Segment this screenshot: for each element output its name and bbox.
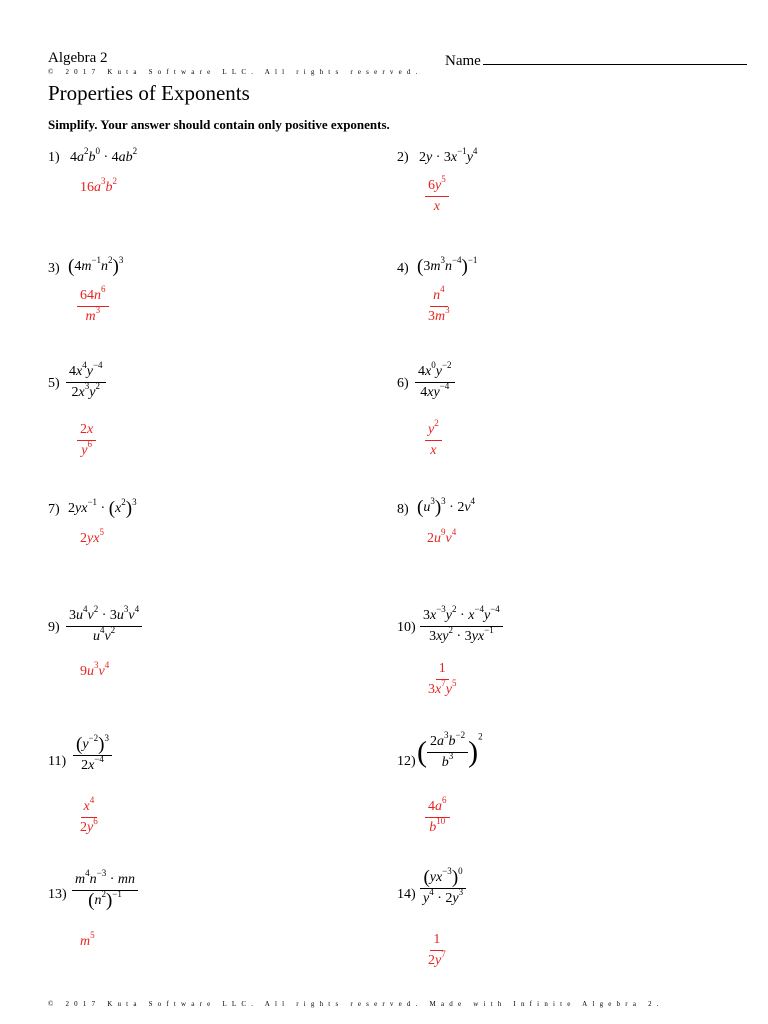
problem-expression: $\frac{3u^4v^2 \cdot 3u^3v^4}{u^4v^2}$ (66, 608, 142, 645)
problem-expression: $(4m^{-1}n^2)^3$ (68, 255, 124, 277)
problem-label: 14) (397, 887, 416, 902)
problem-label: 6) (397, 376, 409, 391)
problem-label: 10) (397, 620, 416, 635)
worksheet-title: Properties of Exponents (48, 81, 250, 105)
problem-expression: ( $\frac{2a^3b^{-2}}{b^3}$ )$^2$ (417, 730, 483, 770)
problem-label: 12) (397, 754, 416, 769)
answer: $16a^3b^2$ (80, 176, 117, 195)
problem-label: 11) (48, 754, 67, 769)
answer: $\frac{n^4}{3m^3}$ (428, 284, 450, 324)
answer: $\frac{64n^6}{m^3}$ (77, 288, 109, 325)
answer: $2yx^5$ (80, 527, 104, 546)
problem-expression: $4a^2b^0 \cdot 4ab^2$ (70, 146, 138, 165)
answer: $\frac{1}{3x^7y^5}$ (428, 661, 457, 697)
problem-label: 3) (48, 261, 60, 276)
name-field[interactable] (445, 50, 747, 70)
answer: $\frac{6y^5}{x}$ (425, 178, 449, 215)
course-label: Algebra 2 (48, 50, 108, 66)
name-line[interactable] (483, 50, 747, 65)
problem-label: 13) (48, 887, 67, 902)
problem-expression: $\frac{m^4n^{-3} \cdot mn}{(n^2)^{-1}}$ (72, 872, 138, 909)
name-label: Name (445, 53, 481, 69)
answer: $\frac{y^2}{x}$ (425, 422, 442, 459)
problem-expression: $(u^3)^3 \cdot 2v^4$ (417, 496, 476, 518)
problem-label: 2) (397, 150, 409, 165)
problem-expression: $(3m^3n^{-4})^{-1}$ (417, 255, 478, 277)
answer: $\frac{4a^6}{b^{10}}$ (425, 799, 450, 836)
problem-expression: $\frac{3x^{-3}y^2 \cdot x^{-4}y^{-4}}{3xy^2 \cdot 3yx^{-1}}$ (420, 608, 503, 645)
problem-expression: $\frac{4x^4y^{-4}}{2x^3y^2}$ (66, 364, 106, 401)
problem-expression: $\frac{(yx^{-3})^0}{y^4 \cdot 2y^3}$ (420, 870, 466, 907)
problem-expression: $2y \cdot 3x^{-1}y^4$ (419, 146, 478, 165)
instructions: Simplify. Your answer should contain only positive exponents. (48, 117, 390, 132)
answer: $2u^9v^4$ (427, 527, 457, 546)
problem-expression: $\frac{4x^0y^{-2}}{4xy^{-4}}$ (415, 364, 455, 401)
answer: $m^5$ (80, 930, 95, 949)
copyright-notice: © 2017 Kuta Software LLC. All rights reserved. (48, 68, 423, 76)
problem-label: 5) (48, 376, 60, 391)
answer: $\frac{x^4}{2y^6}$ (80, 795, 98, 835)
problem-label: 1) (48, 150, 60, 165)
problem-label: 8) (397, 502, 409, 517)
problem-label: 7) (48, 502, 60, 517)
answer: $\frac{1}{2y^7}$ (428, 932, 446, 968)
answer: $9u^3v^4$ (80, 660, 110, 679)
problem-label: 4) (397, 261, 409, 276)
answer: $\frac{2x}{y^6}$ (77, 422, 96, 459)
problem-expression: $\frac{(y^{-2})^3}{2x^{-4}}$ (73, 737, 112, 774)
problem-label: 9) (48, 620, 60, 635)
footer-notice: © 2017 Kuta Software LLC. All rights reserved. Made with Infinite Algebra 2. (48, 1000, 664, 1008)
problem-expression: $2yx^{-1} \cdot (x^2)^3$ (68, 497, 137, 519)
